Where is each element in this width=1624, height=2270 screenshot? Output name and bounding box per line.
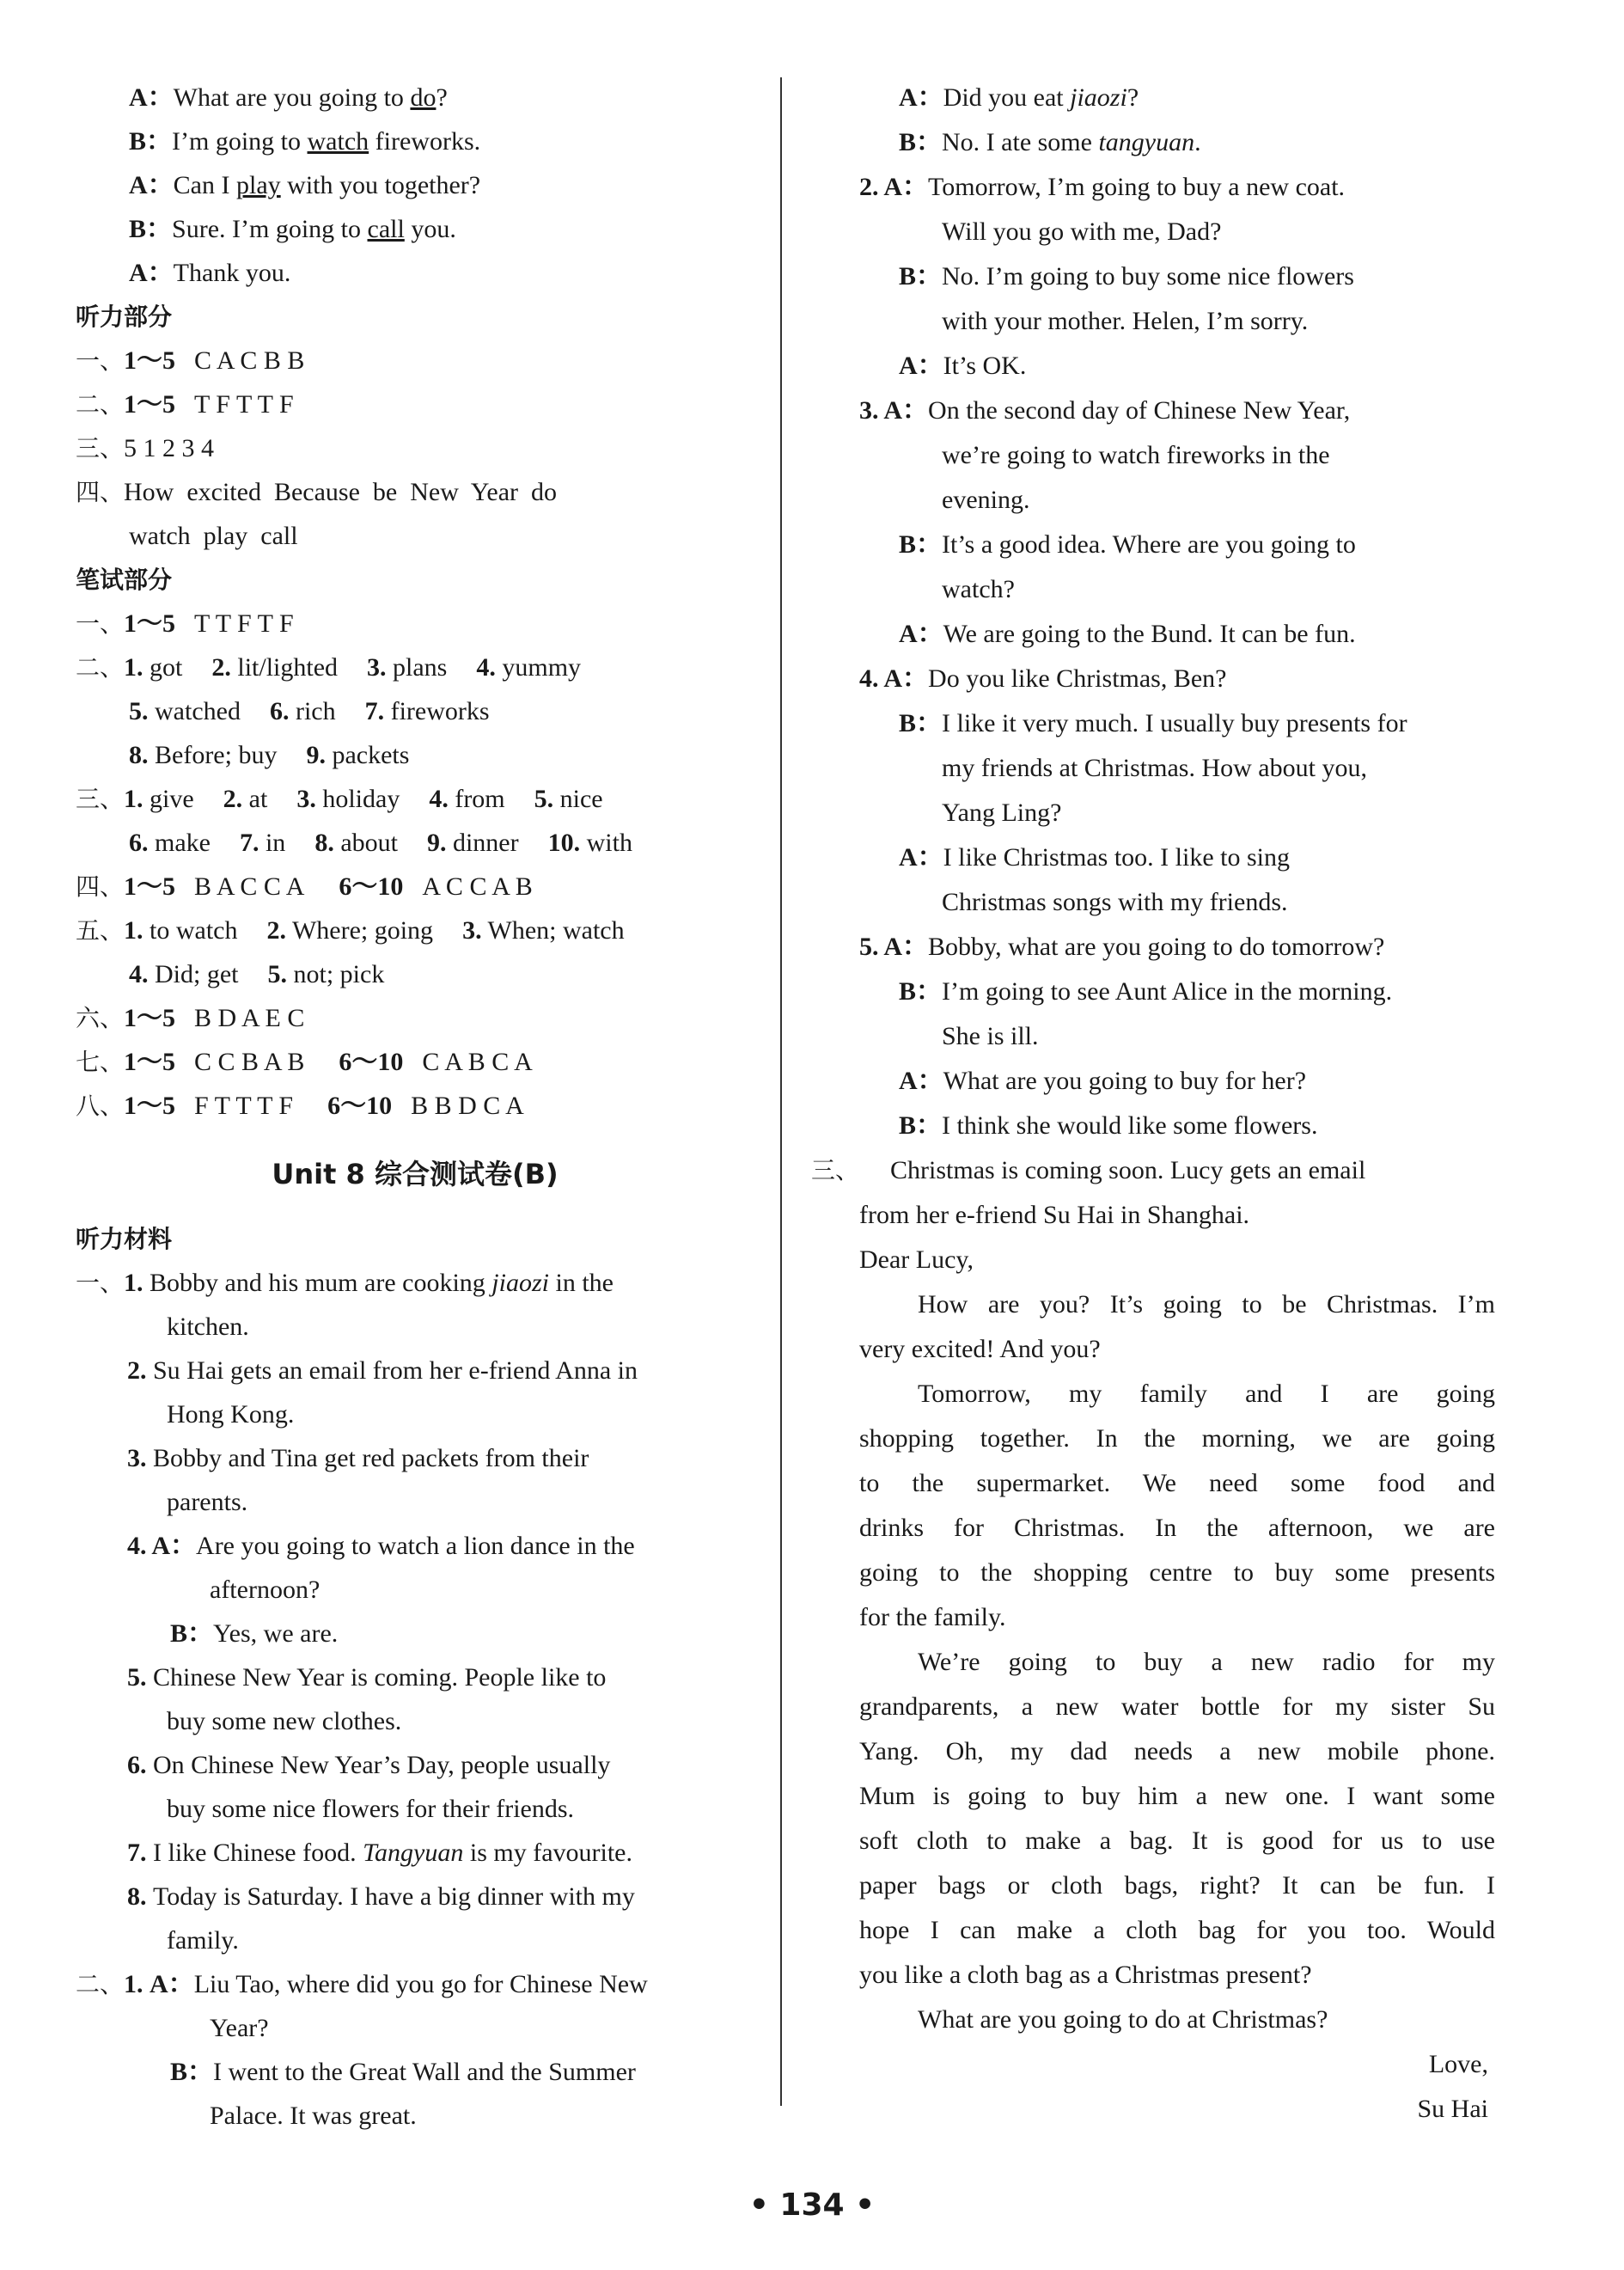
column-divider bbox=[780, 77, 782, 2106]
letter-paragraph: going to the shopping centre to buy some presents bbox=[859, 1558, 1495, 1587]
script-text: my friends at Christmas. How about you, bbox=[942, 754, 1367, 782]
script-text: Did you eat jiaozi? bbox=[943, 83, 1139, 112]
script-text: It’s a good idea. Where are you going to bbox=[942, 530, 1356, 559]
speaker-label: A： bbox=[129, 259, 174, 287]
script-line bbox=[859, 835, 1495, 880]
item-number: 4. bbox=[129, 960, 149, 988]
item-number: 2. bbox=[127, 1356, 153, 1385]
script-text: I’m going to see Aunt Alice in the morning. bbox=[942, 977, 1393, 1006]
answer-item: 4. from bbox=[429, 785, 505, 813]
script-text: Tomorrow, I’m going to buy a new coat. bbox=[928, 173, 1346, 201]
speaker-label: A： bbox=[883, 396, 929, 425]
item-number: 8. bbox=[129, 741, 149, 769]
script-line bbox=[859, 925, 1495, 970]
script-text: we’re going to watch fireworks in the bbox=[942, 441, 1330, 469]
speaker-label: A： bbox=[883, 173, 929, 201]
item-number: 9. bbox=[306, 741, 326, 769]
listening-q1: 一、1～5 C A C B B bbox=[76, 346, 305, 375]
script-line bbox=[859, 165, 1495, 210]
letter-salutation: Dear Lucy, bbox=[859, 1245, 974, 1274]
item-number: 4. bbox=[127, 1532, 152, 1560]
speaker-label: A： bbox=[883, 933, 929, 961]
speaker-label: A： bbox=[129, 83, 174, 112]
written-heading: 笔试部分 bbox=[76, 566, 173, 594]
script-text: Will you go with me, Dad? bbox=[942, 217, 1222, 246]
answer-word: do bbox=[410, 83, 437, 112]
script-line bbox=[859, 478, 1495, 523]
answer-item: 3. holiday bbox=[296, 785, 400, 813]
speaker-label: B： bbox=[899, 262, 943, 291]
script-line bbox=[76, 1831, 754, 1875]
section-number: 二、 bbox=[76, 1970, 125, 1998]
script-text: No. I’m going to buy some nice flowers bbox=[942, 262, 1354, 291]
script-text: Chinese New Year is coming. People like to bbox=[153, 1663, 607, 1692]
item-number: 1. bbox=[124, 1970, 150, 1998]
listening-q3: 三、5 1 2 3 4 bbox=[76, 434, 215, 462]
script-text: buy some nice flowers for their friends. bbox=[167, 1795, 575, 1823]
unit-title: Unit 8 综合测试卷(B) bbox=[272, 1158, 559, 1190]
answer-row bbox=[76, 909, 754, 952]
script-line bbox=[76, 1392, 754, 1436]
script-line bbox=[76, 1787, 754, 1831]
letter-paragraph: Tomorrow, my family and I are going bbox=[918, 1380, 1495, 1408]
script-line bbox=[859, 612, 1495, 657]
script-line bbox=[859, 76, 1495, 120]
left-column bbox=[76, 76, 754, 2138]
listening-q4: 四、How excited Because be New Year do bbox=[76, 478, 558, 506]
speaker-label: B： bbox=[899, 709, 943, 737]
letter-paragraph: hope I can make a cloth bag for you too. Would bbox=[859, 1916, 1495, 1944]
dialog-line: A：Can I play with you together? bbox=[129, 171, 481, 199]
italic-word: jiaozi bbox=[1070, 83, 1127, 112]
item-number: 1. bbox=[124, 785, 143, 813]
item-number: 4. bbox=[476, 653, 496, 682]
script-text: Are you going to watch a lion dance in the bbox=[196, 1532, 635, 1560]
script-line bbox=[76, 2006, 754, 2050]
answer-item: 9. packets bbox=[306, 741, 410, 769]
dialog-line: B：Sure. I’m going to call you. bbox=[129, 215, 456, 243]
answer-row bbox=[76, 777, 754, 821]
speaker-label: B： bbox=[129, 127, 173, 156]
item-number: 7. bbox=[239, 829, 259, 857]
speaker-label: A： bbox=[899, 1067, 943, 1095]
script-line bbox=[859, 254, 1495, 299]
dialog-line: A：Thank you. bbox=[129, 259, 291, 287]
section-number: 三、 bbox=[811, 1156, 860, 1184]
written-q1: 一、1～5 T T F T F bbox=[76, 609, 294, 638]
script-text: Christmas songs with my friends. bbox=[942, 888, 1288, 916]
script-text: No. I ate some tangyuan. bbox=[942, 128, 1201, 156]
answer-row bbox=[76, 689, 754, 733]
script-text: It’s OK. bbox=[943, 352, 1027, 380]
answer-item: 8. about bbox=[314, 829, 398, 857]
written-q5 bbox=[76, 909, 754, 996]
speaker-label: A： bbox=[899, 620, 943, 648]
answer-item: 2. Where; going bbox=[266, 916, 434, 945]
listening-heading: 听力部分 bbox=[76, 303, 173, 331]
letter-paragraph: shopping together. In the morning, we are going bbox=[859, 1424, 1495, 1453]
letter-closing: Love, bbox=[1428, 2050, 1488, 2078]
item-number: 3. bbox=[127, 1444, 153, 1472]
answer-item: 8. Before; buy bbox=[129, 741, 278, 769]
script-line bbox=[76, 1261, 754, 1305]
material-heading: 听力材料 bbox=[76, 1225, 173, 1253]
item-number: 5. bbox=[127, 1663, 153, 1692]
script-line bbox=[76, 1699, 754, 1743]
answer-item: 3. When; watch bbox=[462, 916, 625, 945]
answer-item: 5. nice bbox=[534, 785, 603, 813]
speaker-label: A： bbox=[899, 352, 943, 380]
item-number: 6. bbox=[269, 697, 290, 725]
script-line bbox=[859, 299, 1495, 344]
script-text: We are going to the Bund. It can be fun. bbox=[943, 620, 1356, 648]
script-text: family. bbox=[167, 1926, 239, 1955]
item-number: 8. bbox=[127, 1882, 153, 1911]
question-number: 三、 bbox=[76, 785, 125, 813]
letter-paragraph: paper bags or cloth bags, right? It can be fun. I bbox=[859, 1871, 1495, 1900]
letter-paragraph: grandparents, a new water bottle for my sister Su bbox=[859, 1692, 1495, 1721]
script-text: I like it very much. I usually buy presents for bbox=[942, 709, 1407, 737]
script-text: Bobby and his mum are cooking jiaozi in the bbox=[150, 1269, 614, 1297]
script-text: On the second day of Chinese New Year, bbox=[928, 396, 1351, 425]
answer-row bbox=[76, 646, 754, 689]
page-number: • 134 • bbox=[748, 2187, 876, 2223]
script-text: Bobby and Tina get red packets from their bbox=[153, 1444, 589, 1472]
letter-paragraph: very excited! And you? bbox=[859, 1335, 1101, 1363]
script-line bbox=[76, 1305, 754, 1349]
written-q7: 七、1～5 C C B A B 6～10 C A B C A bbox=[76, 1048, 533, 1076]
script-text: evening. bbox=[942, 486, 1030, 514]
script-text: buy some new clothes. bbox=[167, 1707, 402, 1735]
letter-paragraph: soft cloth to make a bag. It is good for us to use bbox=[859, 1826, 1495, 1855]
script-line bbox=[76, 1962, 754, 2006]
letter-paragraph: We’re going to buy a new radio for my bbox=[918, 1648, 1495, 1676]
script-line bbox=[859, 746, 1495, 791]
speaker-label: A： bbox=[899, 843, 943, 872]
script-line bbox=[859, 389, 1495, 433]
script-text: I like Chinese food. Tangyuan is my favourite. bbox=[153, 1839, 633, 1867]
answer-row bbox=[76, 952, 754, 996]
script-text: afternoon? bbox=[210, 1576, 321, 1604]
script-line bbox=[859, 344, 1495, 389]
script-text: with your mother. Helen, I’m sorry. bbox=[942, 307, 1309, 335]
answer-word: play bbox=[236, 171, 281, 199]
script-line bbox=[76, 1655, 754, 1699]
written-q4: 四、1～5 B A C C A 6～10 A C C A B bbox=[76, 872, 533, 901]
letter-paragraph: Yang. Oh, my dad needs a new mobile phone. bbox=[859, 1737, 1495, 1765]
answer-item: 7. fireworks bbox=[364, 697, 490, 725]
script-text: Hong Kong. bbox=[167, 1400, 295, 1429]
item-number: 3. bbox=[859, 396, 884, 425]
item-number: 7. bbox=[364, 697, 385, 725]
answer-item: 1. give bbox=[124, 785, 194, 813]
script-line bbox=[76, 1524, 754, 1568]
script-line bbox=[859, 120, 1495, 165]
item-number: 7. bbox=[127, 1839, 153, 1867]
item-number: 10. bbox=[547, 829, 581, 857]
item-number: 1. bbox=[124, 1269, 150, 1297]
written-q3 bbox=[76, 777, 754, 865]
script-text: Yes, we are. bbox=[213, 1619, 339, 1648]
script-text: Palace. It was great. bbox=[210, 2102, 417, 2130]
script-text: Bobby, what are you going to do tomorrow? bbox=[928, 933, 1385, 961]
speaker-label: A： bbox=[899, 83, 943, 112]
listening-q4-cont: watch play call bbox=[129, 522, 298, 550]
script-line bbox=[76, 1918, 754, 1962]
script-line bbox=[76, 1436, 754, 1480]
item-number: 2. bbox=[266, 916, 286, 945]
script-line bbox=[859, 701, 1495, 746]
letter-paragraph: you like a cloth bag as a Christmas present? bbox=[859, 1961, 1312, 1989]
script-text: Su Hai gets an email from her e-friend Anna in bbox=[153, 1356, 638, 1385]
letter-paragraph: drinks for Christmas. In the afternoon, we are bbox=[859, 1514, 1495, 1542]
script-text: parents. bbox=[167, 1488, 248, 1516]
script-line bbox=[76, 1349, 754, 1392]
item-number: 4. bbox=[429, 785, 449, 813]
speaker-label: B： bbox=[899, 128, 943, 156]
letter-paragraph: How are you? It’s going to be Christmas. I’m bbox=[918, 1290, 1495, 1319]
answer-item: 4. Did; get bbox=[129, 960, 239, 988]
intro-text: Christmas is coming soon. Lucy gets an email bbox=[890, 1156, 1366, 1184]
letter-paragraph: for the family. bbox=[859, 1603, 1006, 1631]
written-q2 bbox=[76, 646, 754, 777]
written-q8: 八、1～5 F T T T F 6～10 B B D C A bbox=[76, 1092, 524, 1120]
script-line bbox=[859, 1059, 1495, 1104]
answer-item: 10. with bbox=[547, 829, 632, 857]
item-number: 3. bbox=[462, 916, 482, 945]
item-number: 2. bbox=[211, 653, 231, 682]
italic-word: Tangyuan bbox=[363, 1839, 464, 1867]
listening-q2: 二、1～5 T F T T F bbox=[76, 390, 294, 419]
letter-intro: from her e-friend Su Hai in Shanghai. bbox=[859, 1201, 1250, 1229]
script-text: watch? bbox=[942, 575, 1015, 603]
answer-item: 4. yummy bbox=[476, 653, 582, 682]
script-line bbox=[859, 567, 1495, 612]
script-line bbox=[76, 1612, 754, 1655]
speaker-label: A： bbox=[129, 171, 174, 199]
script-text: Yang Ling? bbox=[942, 798, 1062, 827]
speaker-label: B： bbox=[170, 1619, 214, 1648]
script-line bbox=[859, 880, 1495, 925]
script-line bbox=[76, 2094, 754, 2138]
item-number: 8. bbox=[314, 829, 334, 857]
answer-item: 2. lit/lighted bbox=[211, 653, 339, 682]
answer-row bbox=[76, 733, 754, 777]
answer-item: 5. not; pick bbox=[267, 960, 385, 988]
answer-item: 6. rich bbox=[269, 697, 336, 725]
speaker-label: B： bbox=[899, 1111, 943, 1140]
written-q6: 六、1～5 B D A E C bbox=[76, 1004, 305, 1032]
answer-word: watch bbox=[307, 127, 369, 156]
letter-signature: Su Hai bbox=[1417, 2095, 1488, 2123]
script-line bbox=[76, 1875, 754, 1918]
script-line bbox=[76, 2050, 754, 2094]
script-text: kitchen. bbox=[167, 1312, 249, 1341]
answer-item: 9. dinner bbox=[426, 829, 519, 857]
speaker-label: B： bbox=[170, 2058, 214, 2086]
item-number: 1. bbox=[124, 916, 143, 945]
speaker-label: A： bbox=[150, 1970, 194, 1998]
script-line bbox=[859, 657, 1495, 701]
script-line bbox=[859, 210, 1495, 254]
answer-item: 1. got bbox=[124, 653, 183, 682]
question-number: 二、 bbox=[76, 653, 125, 682]
answer-item: 3. plans bbox=[367, 653, 448, 682]
letter-paragraph: to the supermarket. We need some food and bbox=[859, 1469, 1495, 1497]
answer-item: 1. to watch bbox=[124, 916, 238, 945]
script-text: On Chinese New Year’s Day, people usually bbox=[153, 1751, 611, 1779]
right-column bbox=[811, 76, 1495, 2132]
script-line bbox=[859, 1104, 1495, 1148]
letter-intro bbox=[811, 1148, 1495, 1193]
section-number: 一、 bbox=[76, 1269, 125, 1297]
letter-paragraph: Mum is going to buy him a new one. I want some bbox=[859, 1782, 1495, 1810]
item-number: 2. bbox=[859, 173, 884, 201]
script-line bbox=[76, 1568, 754, 1612]
script-text: She is ill. bbox=[942, 1022, 1039, 1050]
script-text: Do you like Christmas, Ben? bbox=[928, 664, 1227, 693]
item-number: 6. bbox=[129, 829, 149, 857]
material-part2-start bbox=[76, 1962, 754, 2138]
script-line bbox=[859, 970, 1495, 1014]
speaker-label: B： bbox=[899, 530, 943, 559]
item-number: 3. bbox=[367, 653, 387, 682]
speaker-label: A： bbox=[883, 664, 929, 693]
script-line bbox=[76, 1480, 754, 1524]
material-part1 bbox=[76, 1261, 754, 1962]
answer-item: 2. at bbox=[223, 785, 268, 813]
item-number: 9. bbox=[426, 829, 447, 857]
script-text: Year? bbox=[210, 2014, 269, 2042]
dialog-line: A：What are you going to do? bbox=[129, 83, 448, 112]
material-part2-cont bbox=[859, 76, 1495, 1148]
question-number: 五、 bbox=[76, 916, 125, 945]
opening-dialog bbox=[76, 76, 754, 295]
item-number: 5. bbox=[859, 933, 884, 961]
speaker-label: B： bbox=[129, 215, 173, 243]
script-text: I went to the Great Wall and the Summer bbox=[213, 2058, 636, 2086]
script-text: Liu Tao, where did you go for Chinese New bbox=[193, 1970, 648, 1998]
item-number: 6. bbox=[127, 1751, 153, 1779]
script-text: I think she would like some flowers. bbox=[942, 1111, 1318, 1140]
answer-word: call bbox=[367, 215, 405, 243]
script-text: What are you going to buy for her? bbox=[943, 1067, 1307, 1095]
item-number: 2. bbox=[223, 785, 243, 813]
answer-item: 5. watched bbox=[129, 697, 241, 725]
item-number: 5. bbox=[267, 960, 287, 988]
speaker-label: A： bbox=[151, 1532, 197, 1560]
item-number: 1. bbox=[124, 653, 143, 682]
material-part3-letter bbox=[811, 1148, 1495, 2132]
script-line bbox=[859, 1014, 1495, 1059]
speaker-label: B： bbox=[899, 977, 943, 1006]
item-number: 3. bbox=[296, 785, 316, 813]
script-line bbox=[859, 523, 1495, 567]
italic-word: tangyuan bbox=[1098, 128, 1195, 156]
dialog-line: B：I’m going to watch fireworks. bbox=[129, 127, 481, 156]
answer-item: 6. make bbox=[129, 829, 211, 857]
item-number: 5. bbox=[129, 697, 149, 725]
script-text: Today is Saturday. I have a big dinner with my bbox=[153, 1882, 635, 1911]
script-text: I like Christmas too. I like to sing bbox=[943, 843, 1290, 872]
letter-paragraph: What are you going to do at Christmas? bbox=[918, 2005, 1328, 2034]
script-line bbox=[76, 1743, 754, 1787]
answer-row bbox=[76, 821, 754, 865]
italic-word: jiaozi bbox=[491, 1269, 549, 1297]
answer-item: 7. in bbox=[239, 829, 286, 857]
item-number: 4. bbox=[859, 664, 884, 693]
script-line bbox=[859, 433, 1495, 478]
item-number: 5. bbox=[534, 785, 554, 813]
script-line bbox=[859, 791, 1495, 835]
